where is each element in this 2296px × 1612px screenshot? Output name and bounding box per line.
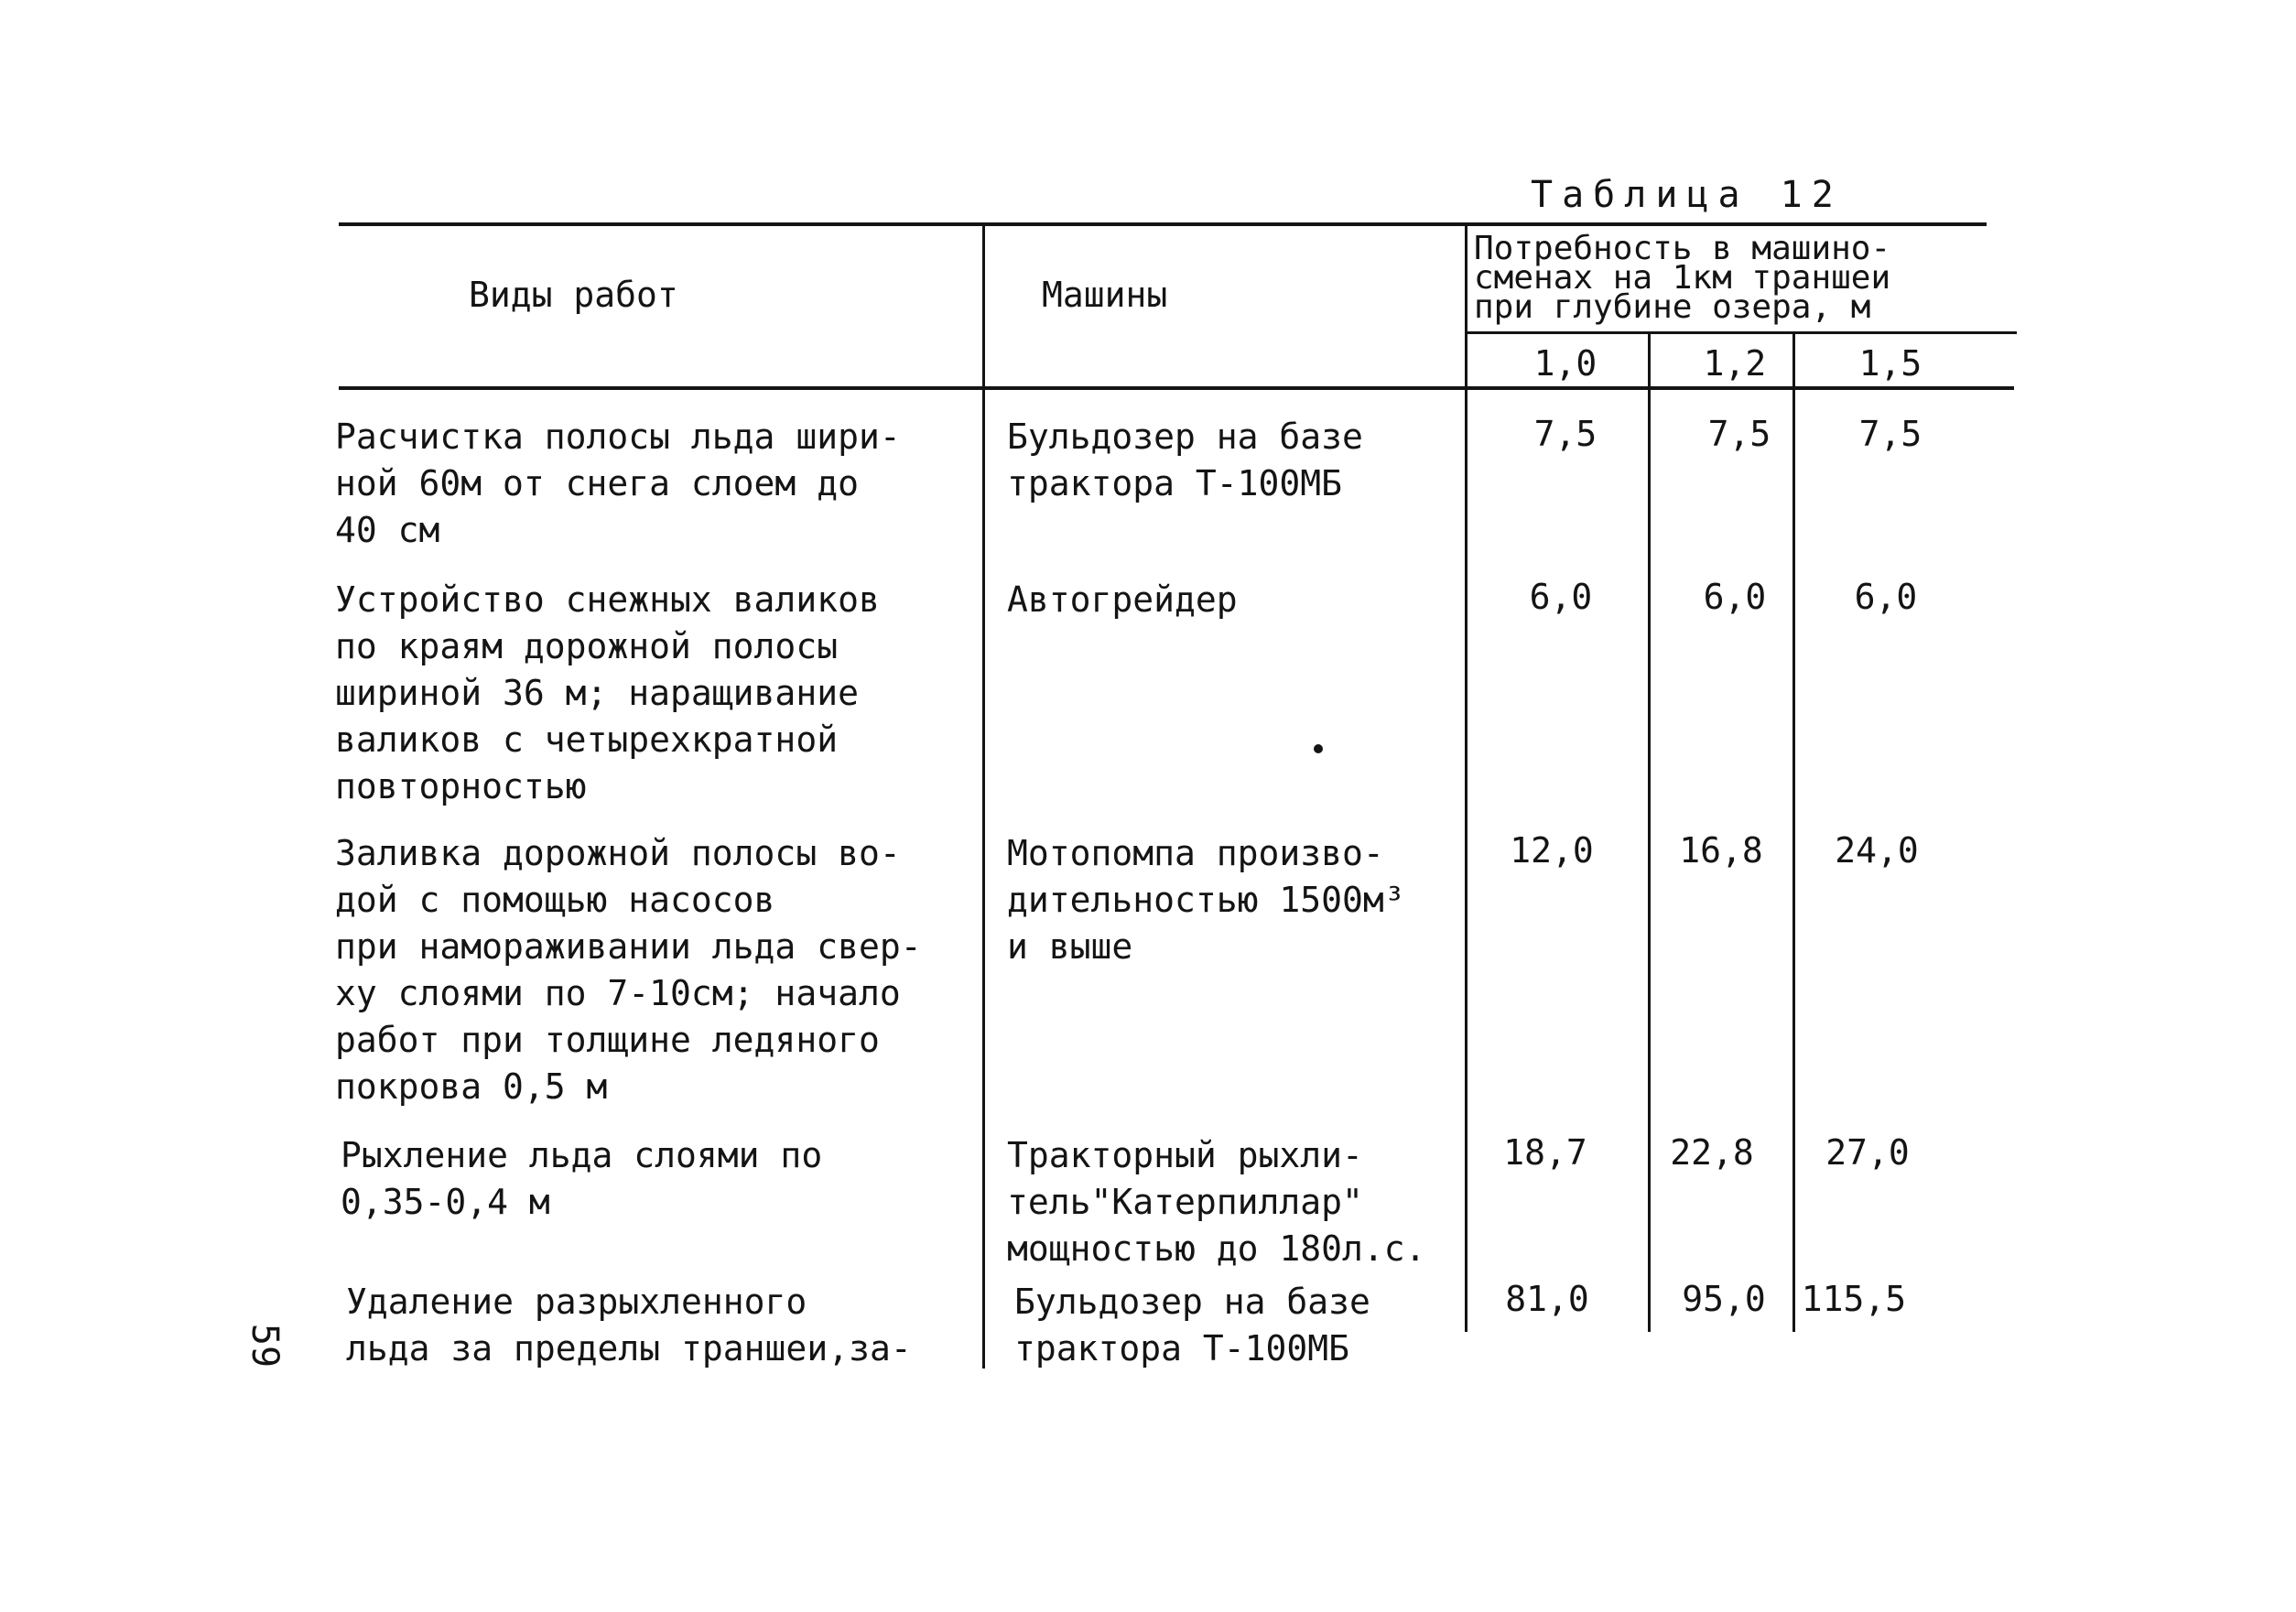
row3-value-1: 12,0	[1510, 830, 1594, 871]
header-depth-1: 1,0	[1533, 343, 1597, 384]
row5-value-3: 115,5	[1801, 1279, 1907, 1319]
page-number: 59	[244, 1323, 287, 1369]
row3-value-3: 24,0	[1835, 830, 1919, 871]
row4-value-3: 27,0	[1825, 1132, 1910, 1173]
row5-machine: Бульдозер на базе трактора Т-100МБ	[1014, 1282, 1370, 1369]
row1-work: Расчистка полосы льда шири- ной 60м от снега слоем до 40 см	[335, 417, 901, 550]
row3-value-2: 16,8	[1679, 830, 1763, 871]
row1-value-3: 7,5	[1858, 414, 1922, 454]
row2-machine: Автогрейдер	[1007, 579, 1238, 620]
row5-value-2: 95,0	[1682, 1279, 1766, 1319]
header-depth-3: 1,5	[1858, 343, 1922, 384]
header-machines: Машины	[1042, 275, 1168, 315]
row3-work: Заливка дорожной полосы во- дой с помощью насосов при намораживании льда свер- ху слоями по 7-10см; начало работ при толщине ледяного покрова 0,5 м	[335, 833, 922, 1107]
row2-value-2: 6,0	[1703, 577, 1767, 617]
header-need-line1: Потребность в машино-	[1474, 230, 1891, 267]
col-divider-machines-values	[1465, 224, 1467, 1332]
row4-value-2: 22,8	[1670, 1132, 1754, 1173]
header-need-line2: сменах на 1км траншеи	[1474, 259, 1891, 297]
header-bottom-rule	[339, 386, 2014, 390]
row5-work: Удаление разрыхленного льда за пределы траншеи,за-	[346, 1282, 912, 1369]
row2-work: Устройство снежных валиков по краям дорожной полосы шириной 36 м; наращивание валиков с четырехкратной повторностью	[335, 579, 880, 806]
row1-value-1: 7,5	[1533, 414, 1597, 454]
row4-work: Рыхление льда слоями по 0,35-0,4 м	[341, 1135, 823, 1222]
stray-dot-mark	[1314, 744, 1323, 753]
col-divider-works-machines	[982, 224, 985, 1369]
row4-value-1: 18,7	[1503, 1132, 1587, 1173]
depth-subheader-rule	[1467, 331, 2017, 334]
header-need-line3: при глубине озера, м	[1474, 288, 1871, 326]
table-top-rule	[339, 222, 1987, 226]
header-works: Виды работ	[469, 275, 678, 315]
row5-value-1: 81,0	[1505, 1279, 1589, 1319]
row4-machine: Тракторный рыхли- тель"Катерпиллар" мощностью до 180л.с.	[1007, 1135, 1426, 1269]
table-caption: Таблица 12	[1531, 174, 1843, 216]
row1-machine: Бульдозер на базе трактора Т-100МБ	[1007, 417, 1363, 503]
row1-value-2: 7,5	[1707, 414, 1771, 454]
row2-value-1: 6,0	[1529, 577, 1593, 617]
row2-value-3: 6,0	[1854, 577, 1918, 617]
header-depth-2: 1,2	[1703, 343, 1767, 384]
row3-machine: Мотопомпа произво- дительностью 1500м³ и выше	[1007, 833, 1405, 967]
